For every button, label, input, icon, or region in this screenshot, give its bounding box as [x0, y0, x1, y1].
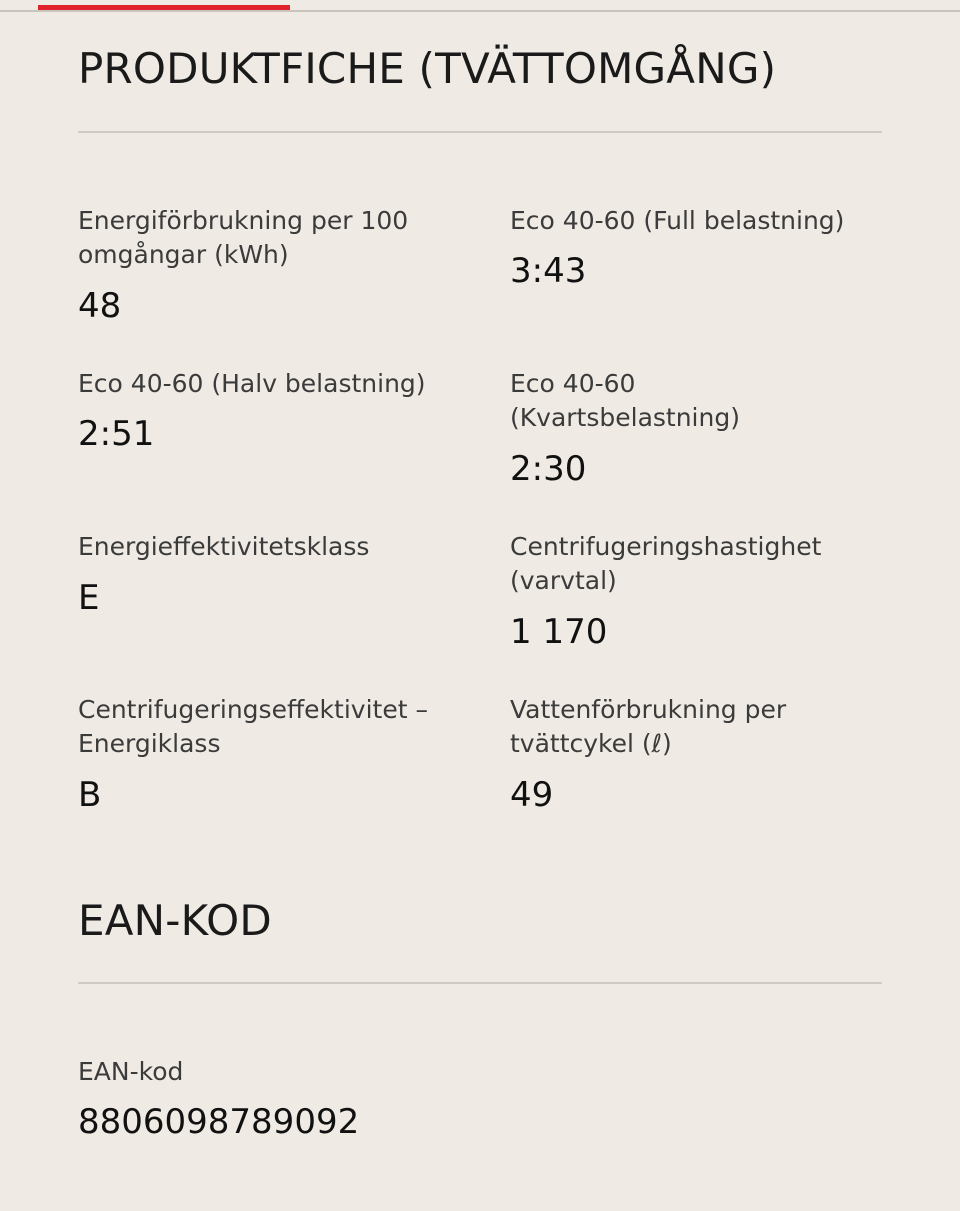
ean-value: 8806098789092 [78, 1102, 360, 1142]
spec-value: B [78, 775, 102, 815]
spec-value: 49 [510, 775, 554, 815]
active-tab-indicator [38, 5, 290, 10]
ean-label: EAN-kod [78, 1057, 184, 1086]
spec-label: Eco 40-60 (Kvartsbelastning) [510, 369, 740, 432]
spec-label: Centrifugeringshastighet (varvtal) [510, 532, 822, 595]
spec-label: Energieffektivitetsklass [78, 532, 370, 561]
spec-label: Eco 40-60 (Full belastning) [510, 206, 845, 235]
spec-label: Energiförbrukning per 100 omgångar (kWh) [78, 206, 409, 269]
spec-label: Eco 40-60 (Halv belastning) [78, 369, 426, 398]
ean-section-title: EAN-KOD [78, 896, 272, 945]
spec-value: 48 [78, 286, 122, 326]
product-sheet-divider [78, 131, 882, 133]
top-border-line [0, 10, 960, 12]
product-sheet-title: PRODUKTFICHE (TVÄTTOMGÅNG) [78, 44, 777, 93]
spec-label: Centrifugeringseffektivitet – Energiklass [78, 695, 428, 758]
spec-value: 2:51 [78, 414, 155, 454]
spec-value: 3:43 [510, 251, 587, 291]
spec-value: 2:30 [510, 449, 587, 489]
spec-value: E [78, 578, 100, 618]
spec-label: Vattenförbrukning per tvättcykel (ℓ) [510, 695, 787, 758]
spec-value: 1 170 [510, 612, 608, 652]
ean-section-divider [78, 982, 882, 984]
